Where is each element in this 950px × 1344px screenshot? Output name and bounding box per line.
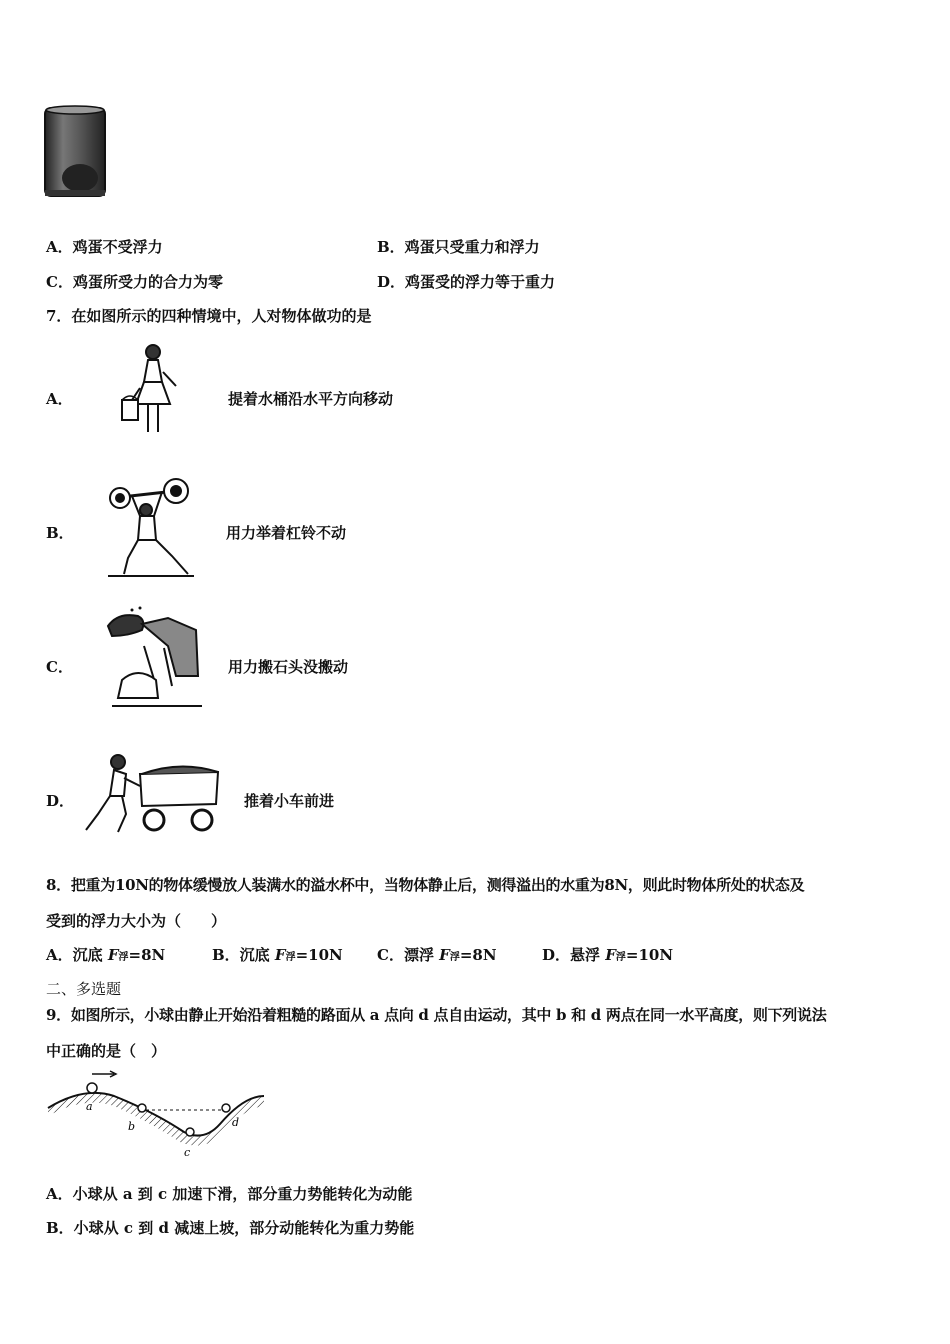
q7-option-a-text: 提着水桶沿水平方向移动 xyxy=(228,390,394,408)
q8-stem-line2: 受到的浮力大小为（ ） xyxy=(46,912,227,930)
q8-stem-line1: 8．把重为10N的物体缓慢放人装满水的溢水杯中，当物体静止后，测得溢出的水重为8N，则此时物体所处的状态及 xyxy=(46,876,805,894)
q7-stem: 7．在如图所示的四种情境中，人对物体做功的是 xyxy=(46,307,372,325)
q8-option-b-value: =10N xyxy=(295,946,343,964)
q7-option-b-text: 用力举着杠铃不动 xyxy=(226,524,347,542)
q6-option-c: C．鸡蛋所受力的合力为零 xyxy=(46,273,223,291)
q8-option-a-sub: 浮 xyxy=(118,952,129,963)
q7-option-a-letter: A． xyxy=(46,390,73,408)
q6-option-d: D．鸡蛋受的浮力等于重力 xyxy=(377,273,556,291)
q7-option-d-letter: D． xyxy=(46,792,75,810)
section-title: 二、多选题 xyxy=(46,980,122,998)
q9-option-b: B．小球从 c 到 d 减速上坡，部分动能转化为重力势能 xyxy=(46,1219,415,1237)
q7-option-d-text: 推着小车前进 xyxy=(244,792,335,810)
q8-option-a-prefix: A．沉底 xyxy=(46,946,108,964)
q8-option-b-f: F xyxy=(274,946,286,964)
q6-option-b: B．鸡蛋只受重力和浮力 xyxy=(377,238,540,256)
beaker-egg-figure xyxy=(42,104,108,200)
q7-option-b-letter: B． xyxy=(46,524,74,542)
q7-option-c-text: 用力搬石头没搬动 xyxy=(228,658,349,676)
q7-option-c-letter: C． xyxy=(46,658,73,676)
q8-option-c-prefix: C．漂浮 xyxy=(377,946,440,964)
q8-option-b-prefix: B．沉底 xyxy=(212,946,275,964)
q8-option-c-value: =8N xyxy=(459,946,497,964)
ball-track-figure xyxy=(44,1066,270,1162)
q8-option-d xyxy=(542,944,673,965)
q8-option-d-value: =10N xyxy=(625,946,674,964)
q8-option-b xyxy=(212,944,343,965)
q8-option-c-f: F xyxy=(439,946,450,964)
q8-option-a-value: =8N xyxy=(128,946,166,964)
point-label-b: b xyxy=(128,1120,136,1133)
point-label-c: c xyxy=(184,1146,191,1159)
q8-option-c xyxy=(377,944,497,965)
q9-stem-line2: 中正确的是（ ） xyxy=(46,1042,167,1060)
q8-option-a-f: F xyxy=(107,946,119,964)
girl-carrying-bucket-figure xyxy=(118,342,188,442)
weightlifter-figure xyxy=(106,476,198,580)
point-label-a: a xyxy=(86,1100,93,1113)
point-label-d: d xyxy=(232,1116,240,1129)
q8-option-d-f: F xyxy=(605,946,616,964)
person-lifting-stone-figure xyxy=(98,606,208,712)
q8-option-d-sub: 浮 xyxy=(615,952,626,963)
q8-option-c-sub: 浮 xyxy=(449,952,460,963)
q8-option-a xyxy=(46,944,165,965)
q8-option-b-sub: 浮 xyxy=(285,952,296,963)
q9-option-a: A．小球从 a 到 c 加速下滑，部分重力势能转化为动能 xyxy=(46,1185,413,1203)
q6-option-a: A．鸡蛋不受浮力 xyxy=(46,238,163,256)
q8-option-d-prefix: D．悬浮 xyxy=(542,946,606,964)
q9-stem-line1: 9．如图所示，小球由静止开始沿着粗糙的路面从 a 点向 d 点自由运动，其中 b 和 d 两点在同一水平高度，则下列说法 xyxy=(46,1006,827,1024)
person-pushing-cart-figure xyxy=(80,752,222,836)
